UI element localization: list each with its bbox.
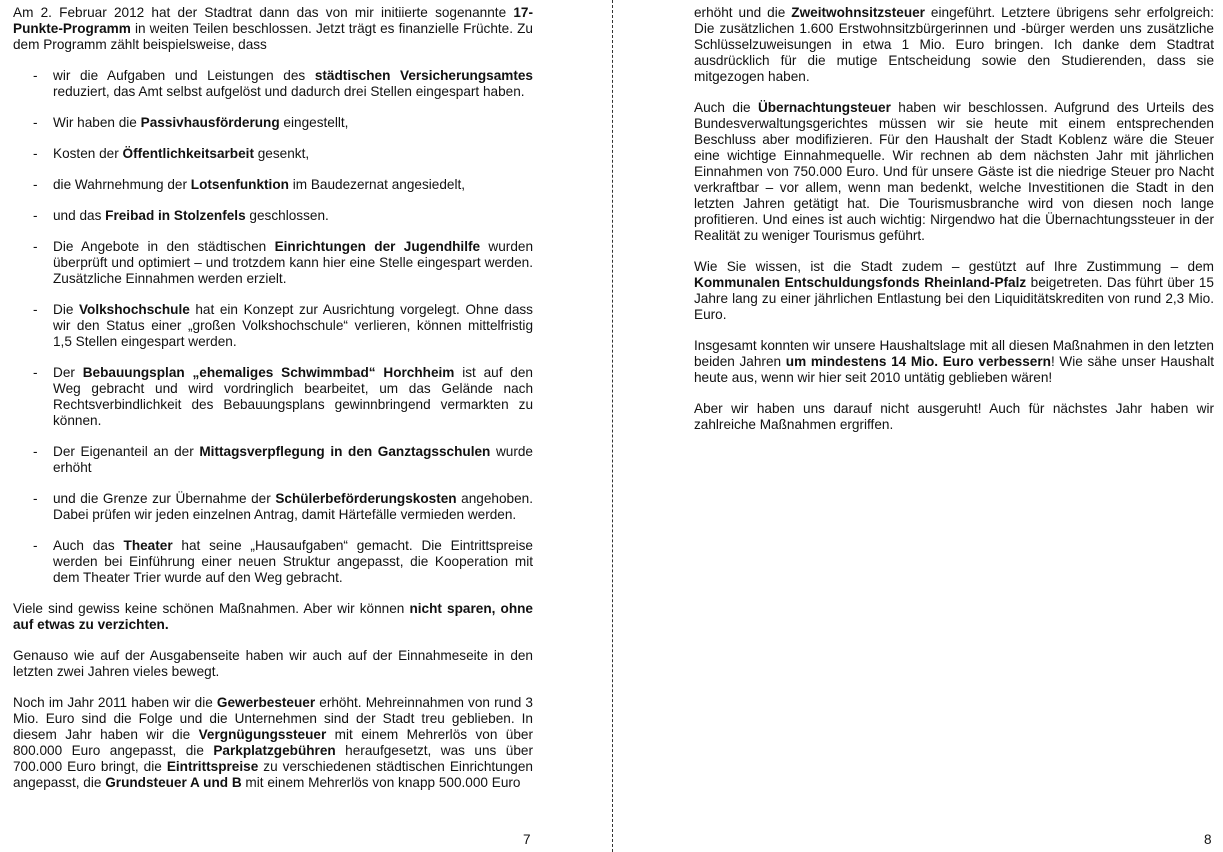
list-item [13, 115, 533, 131]
page-number-8: 8 [1204, 832, 1212, 847]
zweitwohnsitz-paragraph [694, 5, 1214, 85]
text-run: und das [53, 208, 106, 223]
dash-bullet: - [33, 177, 38, 192]
text-run: Kosten der [53, 146, 123, 161]
text-run: und die Grenze zur Übernahme der [53, 491, 276, 506]
text-run: Der [53, 365, 83, 380]
dash-bullet: - [33, 365, 38, 380]
text-run: Insgesamt konnten wir unsere Haushaltslage mit all diesen Maßnahmen in den letzten beiden Jahren [694, 338, 1214, 369]
text-run: angehoben. Dabei prüfen wir jeden einzelnen Antrag, damit Härtefälle vermieden werden. [53, 491, 533, 522]
bold-term: Gewerbesteuer [216, 695, 316, 710]
page-divider [612, 0, 613, 852]
text-run: beigetreten. Das führt über 15 Jahre lang zu einer jährlichen Entlastung bei den Liquiditätskrediten von rund 2,3 Mio. Euro. [694, 275, 1214, 322]
list-item [13, 365, 533, 429]
bold-term: Eintrittspreise [166, 759, 259, 774]
dash-bullet: - [33, 146, 38, 161]
bold-term: Vergnügungssteuer [198, 727, 327, 742]
dash-bullet: - [33, 538, 38, 553]
insgesamt-paragraph [694, 338, 1214, 386]
text-run: Wie Sie wissen, ist die Stadt zudem – gestützt auf Ihre Zustimmung – dem [694, 259, 1214, 274]
sparen-paragraph [13, 601, 533, 633]
text-run: Auch das [53, 538, 124, 553]
ausgeruht-paragraph: Aber wir haben uns darauf nicht ausgeruht! Auch für nächstes Jahr haben wir zahlreiche Maßnahmen ergriffen. [694, 401, 1214, 432]
bold-term: 17-Punkte-Programm [13, 5, 533, 36]
text-run: Auch die [694, 100, 758, 115]
page-number-7: 7 [523, 832, 531, 847]
list-item [13, 208, 533, 224]
bold-term: Passivhausförderung [140, 115, 280, 130]
bold-term: Parkplatzgebühren [213, 743, 336, 758]
list-item [13, 239, 533, 287]
dash-bullet: - [33, 491, 38, 506]
text-run: hat seine „Hausaufgaben“ gemacht. Die Eintrittspreise werden bei Einführung einer neuen Struktur angepasst, die Kooperation mit dem Theater Trier wurde auf den Weg gebracht. [53, 538, 533, 585]
dash-bullet: - [33, 68, 38, 83]
bold-term: Öffentlichkeitsarbeit [122, 146, 254, 161]
text-run: eingeführt. Letztere übrigens sehr erfolgreich: Die zusätzlichen 1.600 Erstwohnsitzbürgerinnen und -bürger werden uns zusätzliche Schlüsselzuweisungen in etwa 1 Mio. Euro bringen. Ich danke dem Stadtrat ausdrücklich für die mutige Entscheidung sowie den Studierenden, dass sie mitgezogen haben. [694, 5, 1215, 84]
list-item [13, 302, 533, 350]
fonds-paragraph [694, 259, 1214, 323]
text-run: Noch im Jahr 2011 haben wir die [13, 695, 217, 710]
page-8 [694, 5, 1214, 448]
text-run: in weiten Teilen beschlossen. Jetzt trägt es finanzielle Früchte. Zu dem Programm zählt beispielsweise, dass [13, 21, 533, 52]
text-run: Viele sind gewiss keine schönen Maßnahmen. Aber wir können [13, 601, 410, 616]
bold-term: Zweitwohnsitzsteuer [791, 5, 925, 20]
bold-term: Grundsteuer A und B [105, 775, 242, 790]
text-run: reduziert, das Amt selbst aufgelöst und dadurch drei Stellen eingespart haben. [53, 84, 525, 99]
text-run: Die Angebote in den städtischen [53, 239, 275, 254]
uebernachtung-paragraph [694, 100, 1214, 244]
list-item [13, 538, 533, 586]
text-run: Die [53, 302, 79, 317]
text-run: hat ein Konzept zur Ausrichtung vorgelegt. Ohne dass wir den Status einer „großen Volkshochschule“ verlieren, können mittelfristig 1,5 Stellen eingespart werden. [53, 302, 533, 349]
text-run: haben wir beschlossen. Aufgrund des Urteils des Bundesverwaltungsgerichtes müssen wir sie heute mit einem entsprechenden Beschluss aber modifizieren. Für den Haushalt der Stadt Koblenz wäre die Steuer eine wichtige Einnahmequelle. Wir rechnen ab dem nächsten Jahr mit jährlichen Einnahmen von 750.000 Euro. Und für unsere Gäste ist die niedrige Steuer pro Nacht verkraftbar – vor allem, wenn man bedenkt, welche Investitionen die Stadt in den letzten Jahren getätigt hat. Die Tourismusbranche wird von diesen noch lange profitieren. Und eines ist auch wichtig: Nirgendwo hat die Übernachtungssteuer in der Realität zu weniger Tourismus geführt. [694, 100, 1214, 243]
list-item [13, 177, 533, 193]
bold-term: um mindestens 14 Mio. Euro verbessern [785, 354, 1051, 369]
bold-term: Kommunalen Entschuldungsfonds Rheinland-Pfalz [694, 275, 1027, 290]
bold-term: nicht sparen, ohne auf etwas zu verzichten. [13, 601, 533, 632]
text-run: die Wahrnehmung der [53, 177, 191, 192]
year-2011-paragraph [13, 695, 533, 791]
text-run: ist auf den Weg gebracht und wird vordringlich bearbeitet, um das Gelände nach Rechtsverbindlichkeit des Bebauungsplans gewinnbringend vermarkten zu können. [53, 365, 533, 428]
page-7 [13, 5, 533, 806]
bold-term: Lotsenfunktion [190, 177, 289, 192]
dash-bullet: - [33, 115, 38, 130]
bold-term: städtischen Versicherungsamtes [314, 68, 533, 83]
bold-term: Theater [123, 538, 173, 553]
text-run: Am 2. Februar 2012 hat der Stadtrat dann das von mir initiierte sogenannte [13, 5, 514, 20]
text-run: im Baudezernat angesiedelt, [288, 177, 466, 192]
bold-term: Schülerbeförderungskosten [275, 491, 457, 506]
list-item [13, 491, 533, 523]
dash-bullet: - [33, 239, 38, 254]
bold-term: Einrichtungen der Jugendhilfe [274, 239, 481, 254]
text-run: Der Eigenanteil an der [53, 444, 200, 459]
text-run: heraufgesetzt, was uns über 700.000 Euro bringt, die [13, 743, 534, 774]
bold-term: Übernachtungsteuer [757, 100, 891, 115]
bold-term: Mittagsverpflegung in den Ganztagsschulen [199, 444, 491, 459]
text-run: ! Wie sähe unser Haushalt heute aus, wenn wir hier seit 2010 untätig geblieben wären! [694, 354, 1214, 385]
text-run: eingestellt, [279, 115, 349, 130]
dash-bullet: - [33, 302, 38, 317]
text-run: erhöht. Mehreinnahmen von rund 3 Mio. Euro sind die Folge und die Unternehmen sind der Stadt treu geblieben. In diesem Jahr haben wir die [13, 695, 533, 742]
text-run: mit einem Mehrerlös von knapp 500.000 Euro [241, 775, 521, 790]
text-run: geschlossen. [245, 208, 329, 223]
bold-term: Volkshochschule [78, 302, 190, 317]
text-run: wurde erhöht [53, 444, 533, 475]
text-run: gesenkt, [253, 146, 310, 161]
text-run: zu verschiedenen städtischen Einrichtungen angepasst, die [13, 759, 533, 790]
bold-term: Freibad in Stolzenfels [105, 208, 246, 223]
list-item [13, 444, 533, 476]
text-run: Wir haben die [53, 115, 141, 130]
dash-bullet: - [33, 208, 38, 223]
list-item [13, 68, 533, 100]
measures-list [13, 68, 533, 586]
dash-bullet: - [33, 444, 38, 459]
einnahme-paragraph: Genauso wie auf der Ausgabenseite haben wir auch auf der Einnahmeseite in den letzten zwei Jahren vieles bewegt. [13, 648, 533, 679]
text-run: wurden überprüft und optimiert – und trotzdem kann hier eine Stelle eingespart werden. Zusätzliche Einnahmen werden erzielt. [53, 239, 534, 286]
bold-term: Bebauungsplan „ehemaliges Schwimmbad“ Horchheim [82, 365, 455, 380]
text-run: wir die Aufgaben und Leistungen des [53, 68, 315, 83]
list-item [13, 146, 533, 162]
text-run: mit einem Mehrerlös von über 800.000 Euro angepasst, die [13, 727, 533, 758]
text-run: erhöht und die [694, 5, 792, 20]
intro-paragraph [13, 5, 533, 53]
